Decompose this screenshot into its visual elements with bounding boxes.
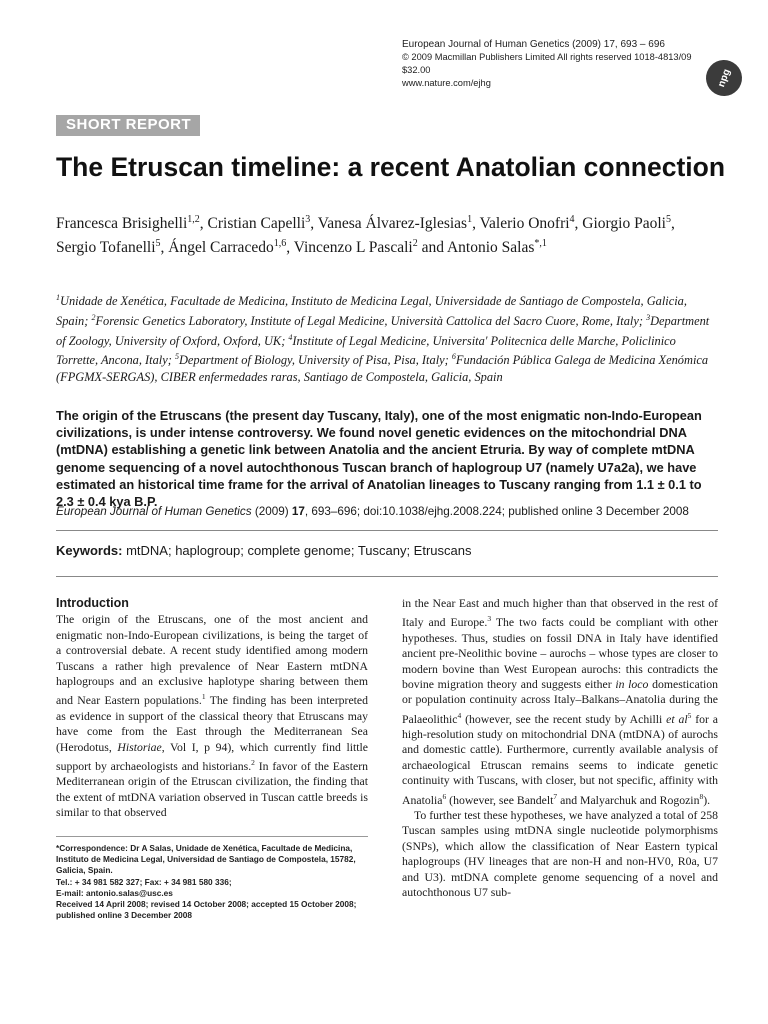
paragraph-text: In favor of the Eastern Mediterranean origin of the Etruscan civilization, the finding that the extent of mtDNA variation observed in Tuscan cattle breeds is similar to that observed — [56, 759, 368, 820]
npg-logo: npg — [701, 55, 747, 101]
author-name: Ángel Carracedo — [168, 239, 274, 257]
author-affiliation-mark: *,1 — [534, 238, 547, 250]
affiliation-mark: 6 — [451, 352, 456, 362]
tel-fax: Tel.: + 34 981 582 327; Fax: + 34 981 580 336; — [56, 876, 232, 887]
affiliation-text: Fundación Pública Galega de Medicina Xenómica (FPGMX-SERGAS), CIBER enfermedades raras, Santiago de Compostela, Galicia, Spain — [56, 353, 709, 385]
journal-url[interactable]: www.nature.com/ejhg — [402, 78, 491, 88]
citation-journal: European Journal of Human Genetics — [56, 505, 252, 518]
paragraph-text: ). — [703, 793, 711, 807]
keywords-text: mtDNA; haplogroup; complete genome; Tuscany; Etruscans — [126, 543, 472, 558]
paragraph-text: The two facts could be compliant with other hypotheses. Thus, studies on fossil DNA in Italy have identified ancient pre-Neolithic bovine – aurochs – whose types are closer to modern bovine than West European aurochs: this contradicts the bovine migration theory and suggests either — [402, 616, 718, 691]
reference-mark: 3 — [487, 614, 492, 624]
intro-paragraph-1 — [56, 612, 368, 820]
reference-mark: 8 — [699, 791, 704, 801]
paragraph-text: (however, see Bandelt — [446, 793, 554, 807]
italic-text: et al — [666, 712, 688, 726]
author-affiliation-mark: 2 — [412, 238, 418, 250]
received-dates: Received 14 April 2008; revised 14 October 2008; accepted 15 October 2008; published online 3 December 2008 — [56, 899, 357, 921]
paragraph-text: , Vol I, p 94), which currently find little support by archaeologists and historians. — [56, 740, 368, 773]
author-name: Vanesa Álvarez-Iglesias — [317, 215, 468, 233]
paragraph-text: and Malyarchuk and Rogozin — [557, 793, 700, 807]
reference-mark: 1 — [201, 692, 206, 702]
author-affiliation-mark: 3 — [305, 214, 311, 225]
author-name: Vincenzo L Pascali — [293, 239, 413, 257]
paragraph-text: The origin of the Etruscans, one of the most ancient and enigmatic non-Indo-European civilizations, is being the target of a controversial debate. A recent study identified among modern Tuscans a rather high prevalence of Near Eastern mtDNA haplogroups and an exclusive haplotype sharing between them and Near Eastern populations. — [56, 613, 368, 708]
affiliation-mark: 4 — [288, 332, 293, 342]
keywords — [56, 543, 716, 558]
reference-mark: 7 — [553, 791, 558, 801]
section-band-label: SHORT REPORT — [66, 116, 192, 133]
intro-paragraph-1-cont — [402, 596, 718, 808]
author-name: Antonio Salas — [446, 239, 535, 257]
affiliation-mark: 5 — [174, 352, 179, 362]
keywords-label: Keywords: — [56, 543, 123, 558]
affiliation-mark: 3 — [646, 312, 651, 322]
author-list: Francesca Brisighelli$^{1,2}$, Cristian Capelli$^3$, Vanesa Álvarez-Iglesias$^1$, Valerio Onofri$^4$, Giorgio Paoli$^5$, Sergio Tofanelli$^5$, Ángel Carracedo$^{1,6}$, Vincenzo L Pascali$^2$ and Antonio Salas$^{*,1}$ — [56, 214, 675, 257]
author-name: Francesca Brisighelli — [56, 215, 188, 233]
paragraph-text: in the Near East and much higher than that observed in the rest of Italy and Europe. — [402, 597, 718, 630]
affiliation-mark: 1 — [56, 293, 60, 302]
correspondence: *Correspondence: Dr A Salas, Unidade de Xenética, Facultade de Medicina, Instituto de Medicina Legal, Universidad de Santiago de Compostela, 15782, Galicia, Spain. — [56, 843, 356, 876]
reference-mark: 5 — [687, 710, 692, 720]
section-heading-introduction: Introduction — [56, 596, 129, 610]
author-name: Cristian Capelli — [207, 215, 306, 233]
divider — [56, 530, 718, 531]
affiliation-mark: 2 — [91, 312, 96, 322]
citation-year: (2009) — [254, 505, 292, 518]
reference-mark: 4 — [457, 710, 462, 720]
affiliations — [56, 290, 716, 386]
affiliation-text: Unidade de Xenética, Facultade de Medicina, Instituto de Medicina Legal, Universidade de Santiago de Compostela, Galicia, Spain; — [56, 294, 687, 328]
section-band — [56, 115, 200, 136]
divider — [56, 576, 718, 577]
author-affiliation-mark: 4 — [569, 214, 575, 225]
author-name: Giorgio Paoli — [582, 215, 666, 233]
affiliation-text: Department of Biology, University of Pisa, Pisa, Italy; — [178, 353, 452, 368]
paragraph-text: domestication or population continuity across Italy–Balkans–Anatolia during the Palaeolithic — [402, 677, 718, 726]
intro-paragraph-2: To further test these hypotheses, we have analyzed a total of 258 Tuscan samples using mtDNA single nucleotide polymorphisms (SNPs), which allow the classification of Near Eastern typical haplogroups (HV lineages that are non-H and non-HV0, R0a, U7 and U3). mtDNA complete genome sequencing of a novel and autochthonous U7 sub- — [402, 809, 718, 900]
author-affiliation-mark: 1,6 — [273, 238, 287, 250]
author-affiliation-mark: 5 — [155, 238, 161, 250]
paragraph-text: for a high-resolution study on mitochondrial DNA (mtDNA) of aurochs and domestic cattle). Furthermore, currently available analysis of archaeological Etruscan remains seems to indicate genetic continuity with Tuscans, with closer, but not specific, affinity with Anatolia — [402, 712, 718, 807]
email[interactable]: E-mail: antonio.salas@usc.es — [56, 887, 173, 898]
author-affiliation-mark: 1,2 — [187, 214, 200, 225]
footnote-rule — [56, 836, 368, 837]
citation-volume: 17 — [291, 505, 305, 518]
author-affiliation-mark: 5 — [665, 214, 671, 225]
left-column — [56, 596, 368, 830]
footnote — [56, 843, 368, 921]
author-affiliation-mark: 1 — [467, 214, 473, 225]
author-name: Sergio Tofanelli — [56, 239, 156, 257]
article-title: The Etruscan timeline: a recent Anatolian connection — [56, 152, 726, 182]
affiliation-text: Department of Zoology, University of Oxford, Oxford, UK; — [56, 313, 710, 348]
journal-header — [402, 38, 702, 90]
abstract: The origin of the Etruscans (the present day Tuscany, Italy), one of the most enigmatic non-Indo-European civilizations, is under intense controversy. We found novel genetic evidences on the mitochondrial DNA (mtDNA) establishing a genetic link between Anatolia and the ancient Etruria. By way of complete mtDNA genome sequencing of a novel autochthonous Tuscan branch of haplogroup U7 (namely U7a2a), we have estimated an historical time frame for the arrival of Anatolian lineages to Tuscany ranging from 1.1 ± 0.1 to 2.3 ± 0.4 kya B.P. — [56, 408, 702, 510]
paragraph-text: (however, see the recent study by Achilli — [461, 712, 667, 726]
affiliation-text: Forensic Genetics Laboratory, Institute of Legal Medicine, Università Cattolica del Sacro Cuore, Rome, Italy; — [95, 313, 647, 328]
author-name: Valerio Onofri — [479, 215, 570, 233]
affiliation-text: Institute of Legal Medicine, Universita' Politecnica delle Marche, Policlinico Torrette, Ancona, Italy; — [56, 333, 676, 368]
reference-mark: 2 — [251, 757, 255, 767]
italic-text: in loco — [615, 677, 649, 691]
italic-text: Historiae — [117, 740, 162, 754]
right-column — [402, 596, 718, 972]
citation-rest: , 693–696; doi:10.1038/ejhg.2008.224; published online 3 December 2008 — [304, 505, 689, 518]
reference-mark: 6 — [442, 791, 447, 801]
journal-line: European Journal of Human Genetics (2009) 17, 693 – 696 — [402, 39, 665, 50]
copyright-line: © 2009 Macmillan Publishers Limited All rights reserved 1018-4813/09 $32.00 — [402, 52, 692, 75]
citation — [56, 504, 736, 519]
paragraph-text: The finding has been interpreted as evidence in support of the classical theory that Etruscans may have come from the East through the Mediterranean Sea (Herodotus, — [56, 694, 368, 754]
